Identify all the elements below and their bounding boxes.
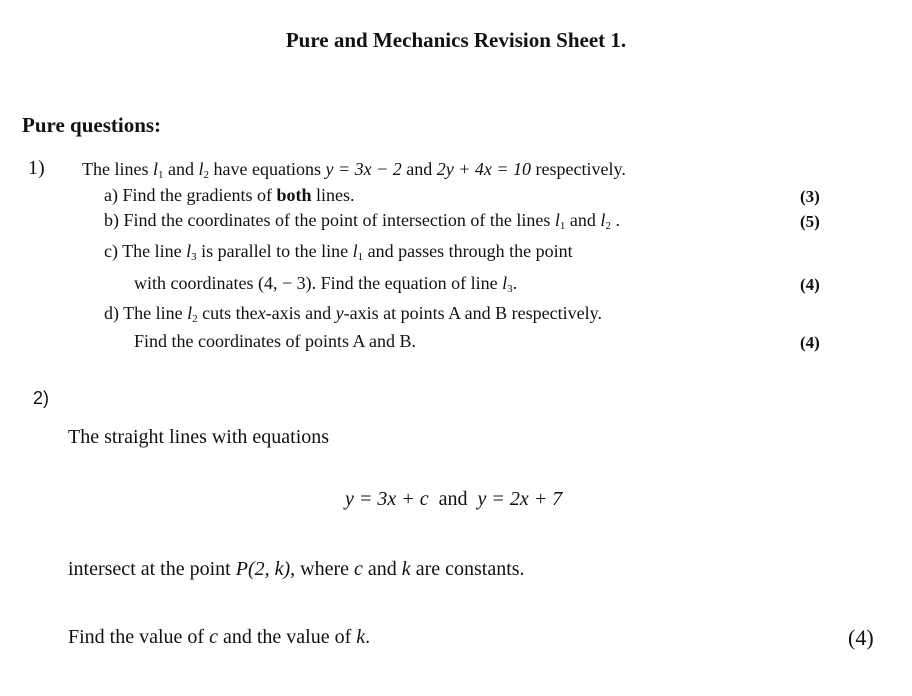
- question-1d-line2: Find the coordinates of points A and B.: [134, 331, 416, 351]
- question-1c-line1: [104, 241, 573, 262]
- stem-text: respectively.: [535, 159, 626, 179]
- part-c-end: .: [512, 273, 518, 293]
- page-title: Pure and Mechanics Revision Sheet 1.: [285, 28, 627, 52]
- part-d-text: -axis at points A and B respectively.: [343, 303, 602, 323]
- question-1-number: 1): [28, 157, 45, 179]
- question-2-marks: (4): [848, 625, 874, 650]
- line4-text: and the value of: [222, 626, 352, 648]
- part-a-text: a) Find the gradients of: [104, 185, 272, 205]
- point-coordinates: (4, − 3).: [257, 273, 317, 293]
- y-variable: y: [335, 303, 344, 323]
- constant-k: k: [401, 558, 411, 580]
- line3-text: intersect at the point: [68, 558, 231, 580]
- part-a-emphasis: both: [276, 185, 312, 205]
- question-2-equations: [345, 488, 562, 511]
- stem-text: and: [406, 159, 433, 179]
- line-l1: l: [152, 159, 158, 179]
- line-l3: l: [502, 273, 508, 293]
- line-l3-subscript: 3: [507, 283, 513, 295]
- question-1a: [104, 185, 354, 206]
- line3-text: are constants.: [415, 558, 525, 580]
- equation-1: y = 3x + c: [345, 488, 429, 510]
- line-l1-subscript: 1: [559, 220, 566, 232]
- part-a-text-end: lines.: [315, 185, 355, 205]
- part-c-text: and passes through the point: [367, 241, 573, 261]
- question-1d-line1: [104, 303, 602, 324]
- part-d-text: -axis and: [265, 303, 332, 323]
- question-2-line4: [68, 626, 370, 649]
- constant-c: c: [209, 626, 218, 648]
- question-1d-marks: (4): [800, 333, 820, 352]
- question-1c-line2: [134, 273, 517, 294]
- line3-and: and: [367, 558, 397, 580]
- section-heading: Pure questions:: [22, 113, 162, 137]
- question-2-line3: [68, 558, 525, 581]
- part-d-text: cuts the: [202, 303, 258, 323]
- line-l1-subscript: 1: [357, 251, 364, 263]
- equation-2: 2y + 4x = 10: [436, 159, 532, 179]
- line-l2: l: [198, 159, 204, 179]
- part-c-text: with coordinates: [134, 273, 254, 293]
- stem-text: and: [168, 159, 194, 179]
- part-c-text: is parallel to the line: [201, 241, 349, 261]
- line4-end: .: [365, 626, 371, 648]
- line-l3: l: [186, 241, 192, 261]
- part-d-text: d) The line: [104, 303, 183, 323]
- part-b-text: b) Find the coordinates of the point of intersection of the lines: [104, 210, 551, 230]
- part-b-and: and: [569, 210, 596, 230]
- question-1a-marks: (3): [800, 187, 820, 206]
- line-l1-subscript: 1: [158, 169, 164, 181]
- question-1c-marks: (4): [800, 275, 820, 294]
- line4-text: Find the value of: [68, 626, 205, 648]
- constant-c: c: [354, 558, 363, 580]
- line-l2: l: [187, 303, 193, 323]
- question-1b-marks: (5): [800, 212, 820, 231]
- line-l2: l: [600, 210, 606, 230]
- line3-text: , where: [290, 558, 350, 580]
- question-2-number: 2): [33, 388, 50, 408]
- x-variable: x: [257, 303, 266, 323]
- stem-text: The lines: [82, 159, 149, 179]
- line-l3-subscript: 3: [191, 251, 197, 263]
- line-l1: l: [352, 241, 358, 261]
- line-l2-subscript: 2: [605, 220, 611, 232]
- constant-k: k: [356, 626, 366, 648]
- part-c-text: Find the equation of line: [320, 273, 498, 293]
- question-1b: [104, 210, 620, 231]
- stem-text: have equations: [213, 159, 321, 179]
- equations-and: and: [438, 488, 468, 510]
- line-l1: l: [554, 210, 560, 230]
- part-b-end: .: [615, 210, 620, 230]
- equation-1: y = 3x − 2: [325, 159, 402, 179]
- part-c-text: c) The line: [104, 241, 182, 261]
- question-2-line1: The straight lines with equations: [68, 426, 330, 448]
- equation-2: y = 2x + 7: [477, 488, 563, 510]
- question-1-stem: [82, 159, 626, 180]
- line-l2-subscript: 2: [192, 313, 198, 325]
- point-p: P(2, k): [235, 558, 291, 580]
- line-l2-subscript: 2: [203, 169, 210, 181]
